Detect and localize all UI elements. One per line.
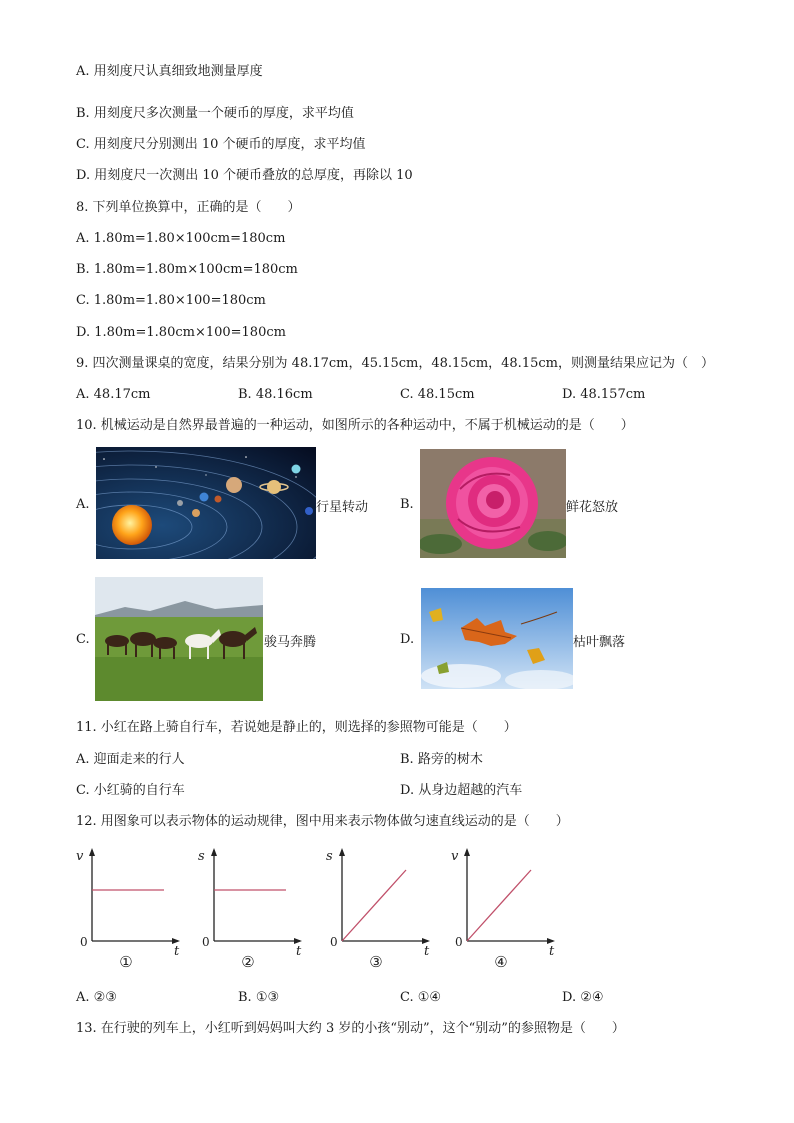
q8-option-c: C. 1.80m=1.80×100=180cm	[76, 293, 266, 308]
q12-option-b: B. ①③	[238, 990, 280, 1005]
graph-1-number: ①	[119, 953, 133, 971]
q10-option-b-letter: B.	[400, 497, 414, 512]
graph-1-y-label: v	[76, 849, 84, 864]
q8-option-b: B. 1.80m=1.80m×100cm=180cm	[76, 262, 298, 277]
horses-image	[95, 577, 263, 701]
graph-2-number: ②	[241, 953, 255, 971]
q9-option-a: A. 48.17cm	[76, 387, 151, 402]
q10-option-d-letter: D.	[400, 632, 415, 647]
graph-3-x-label: t	[424, 944, 430, 959]
graph-4-origin-label: 0	[455, 935, 463, 949]
rose-image	[420, 449, 566, 558]
q8-stem: 8. 下列单位换算中，正确的是（ ）	[76, 200, 301, 215]
q8-option-a: A. 1.80m=1.80×100cm=180cm	[76, 231, 286, 246]
q10-option-d-caption: 枯叶飘落	[573, 635, 626, 650]
graph-4-x-label: t	[549, 944, 555, 959]
q8-option-d: D. 1.80m=1.80cm×100=180cm	[76, 325, 286, 340]
q7-option-b: B. 用刻度尺多次测量一个硬币的厚度，求平均值	[76, 106, 354, 121]
graph-1-y-arrow	[89, 848, 95, 856]
q11-option-c: C. 小红骑的自行车	[76, 783, 185, 798]
graph-2-y-label: s	[198, 849, 205, 864]
graph-3-plot-line	[342, 870, 406, 941]
q10-option-a-letter: A.	[76, 497, 90, 512]
graph-3-y-label: s	[326, 849, 333, 864]
graph-4-plot-line	[467, 870, 531, 941]
q11-option-d: D. 从身边超越的汽车	[400, 783, 523, 798]
q11-stem: 11. 小红在路上骑自行车，若说她是静止的，则选择的参照物可能是（ ）	[76, 720, 517, 735]
graph-4-number: ④	[494, 953, 508, 971]
q7-option-a: A. 用刻度尺认真细致地测量厚度	[76, 64, 263, 79]
q11-option-a: A. 迎面走来的行人	[76, 752, 185, 767]
graph-2-x-label: t	[296, 944, 302, 959]
falling-leaves-image	[421, 588, 573, 689]
q7-option-c: C. 用刻度尺分别测出 10 个硬币的厚度，求平均值	[76, 137, 366, 152]
graph-2-y-arrow	[211, 848, 217, 856]
q12-option-a: A. ②③	[76, 990, 117, 1005]
q10-option-b-caption: 鲜花怒放	[566, 500, 619, 515]
q12-option-c: C. ①④	[400, 990, 442, 1005]
q7-option-d: D. 用刻度尺一次测出 10 个硬币叠放的总厚度，再除以 10	[76, 168, 413, 183]
q13-stem: 13. 在行驶的列车上，小红听到妈妈叫大约 3 岁的小孩“别动”，这个“别动”的参照物是（ ）	[76, 1021, 625, 1036]
graph-1-origin-label: 0	[80, 935, 88, 949]
graph-3-y-arrow	[339, 848, 345, 856]
graph-4-y-label: v	[451, 849, 459, 864]
graph-3-number: ③	[369, 953, 383, 971]
graph-2-origin-label: 0	[202, 935, 210, 949]
q10-option-a-caption: 行星转动	[316, 500, 369, 515]
graph-4-y-arrow	[464, 848, 470, 856]
q12-option-d: D. ②④	[562, 990, 604, 1005]
solar-system-image	[96, 447, 316, 559]
q11-option-b: B. 路旁的树木	[400, 752, 483, 767]
q10-option-c-caption: 骏马奔腾	[264, 635, 317, 650]
q9-option-c: C. 48.15cm	[400, 387, 475, 402]
q9-option-d: D. 48.157cm	[562, 387, 646, 402]
q9-stem: 9. 四次测量课桌的宽度，结果分别为 48.17cm，45.15cm，48.15cm，48.15cm，则测量结果应记为（ ）	[76, 356, 714, 371]
graph-3-origin-label: 0	[330, 935, 338, 949]
q10-option-c-letter: C.	[76, 632, 90, 647]
q10-stem: 10. 机械运动是自然界最普遍的一种运动，如图所示的各种运动中，不属于机械运动的是（ ）	[76, 418, 634, 433]
motion-graphs	[70, 840, 570, 975]
graph-1-x-label: t	[174, 944, 180, 959]
q12-stem: 12. 用图象可以表示物体的运动规律，图中用来表示物体做匀速直线运动的是（ ）	[76, 814, 569, 829]
q9-option-b: B. 48.16cm	[238, 387, 313, 402]
